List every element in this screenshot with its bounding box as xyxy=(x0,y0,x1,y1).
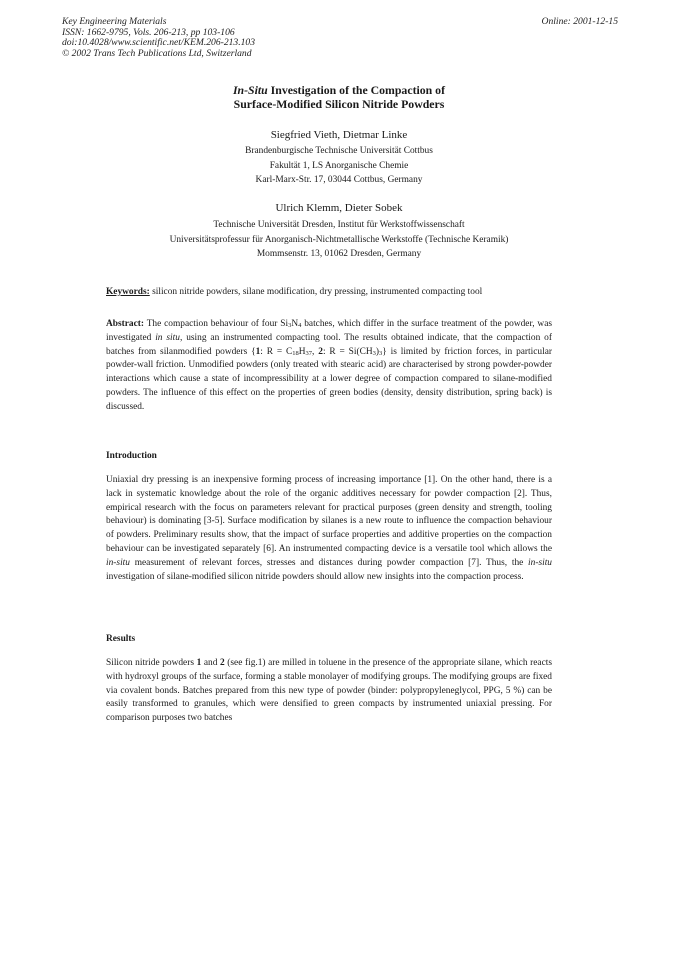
doi-line[interactable]: doi:10.4028/www.scientific.net/KEM.206-213.103 xyxy=(62,37,256,49)
body-text: (see fig.1) are milled in toluene in the presence of the appropriate silane, which reacts with hydroxyl groups of the surface, forming a stable monolayer of modifying groups. The modifying groups are fixed via covalent bonds. Batches prepared from this new type of powder (binder: polypropyleneglycol, PPG, 5 %) can be easily transformed to granules, which were densified to green compacts by instrumented uniaxial pressing. For comparison purposes two batches xyxy=(106,658,552,724)
abstract-text: batches, which differ in the surface treatment of the powder, was investigated xyxy=(106,319,553,343)
title-line-2: Surface-Modified Silicon Nitride Powders xyxy=(233,97,445,111)
issn-line: ISSN: 1662-9795, Vols. 206-213, pp 103-106 xyxy=(62,26,235,38)
title-line-1 xyxy=(0,83,678,97)
title-italic: In-Situ xyxy=(232,83,268,97)
affiliation-group-2 xyxy=(0,218,678,262)
subscript: 4 xyxy=(298,322,302,329)
section-heading-results: Results xyxy=(106,634,136,644)
page-header xyxy=(62,17,618,59)
italic-term: in-situ xyxy=(528,557,552,568)
compound-number: 1 xyxy=(196,658,202,668)
body-text: investigation of silane-modified silicon nitride powders should allow new insights into the compaction process. xyxy=(106,571,524,582)
abstract-text: , using an instrumented compacting tool. The results obtained indicate, that the compaction of batches from silanmodified powders { xyxy=(106,332,552,357)
subscript: 18 xyxy=(292,349,299,357)
body-text: Uniaxial dry pressing is an inexpensive forming process of increasing importance [1]. On the other hand, there is a lack in systematic knowledge about the role of the organic additives necessary for powder compaction [2]. Thus, empirical research with the focus on parameters relevant for practical purposes (green density and strength, tooling behaviour) is dominating [3-5]. Surface modification by silanes is a new route to influence the compaction behaviour of powders. Preliminary results show, that the impact of surface properties and additive properties on the compaction behaviour can be investigated separately [6]. An instrumented compacting device is a versatile tool which allows the xyxy=(106,475,552,554)
keywords xyxy=(106,287,482,297)
abstract-text: H xyxy=(298,346,306,357)
affiliation-line: Fakultät 1, LS Anorganische Chemie xyxy=(269,160,409,171)
abstract-text: : R = C xyxy=(260,346,293,357)
subscript: 3 xyxy=(379,349,383,357)
introduction-paragraph xyxy=(106,474,552,584)
compound-number: 1 xyxy=(255,346,261,357)
affiliation-line: Mommsenstr. 13, 01062 Dresden, Germany xyxy=(256,249,422,260)
abstract-text: , xyxy=(312,346,319,357)
italic-term: in-situ xyxy=(106,557,130,568)
online-date: Online: 2001-12-15 xyxy=(541,16,618,27)
journal-name: Key Engineering Materials xyxy=(62,16,167,27)
section-heading-introduction: Introduction xyxy=(106,451,157,461)
affiliation-group-1 xyxy=(0,144,678,188)
abstract-italic: in situ xyxy=(155,332,180,343)
affiliation-line: Technische Universität Dresden, Institut für Werkstoffwissenschaft xyxy=(213,220,465,230)
abstract-paragraph xyxy=(106,318,552,415)
authors-group-1: Siegfried Vieth, Dietmar Linke xyxy=(270,129,408,141)
affiliation-line: Karl-Marx-Str. 17, 03044 Cottbus, Germany xyxy=(255,175,423,186)
subscript: 3 xyxy=(372,349,376,357)
subscript: 37 xyxy=(305,349,313,357)
compound-number: 2 xyxy=(318,346,323,357)
abstract-text: N xyxy=(291,319,299,329)
abstract-label: Abstract: xyxy=(106,319,145,329)
keywords-label: Keywords: xyxy=(106,287,150,297)
copyright-line: © 2002 Trans Tech Publications Ltd, Switzerland xyxy=(62,47,252,59)
body-text: and xyxy=(201,658,220,668)
authors-group-2: Ulrich Klemm, Dieter Sobek xyxy=(275,202,403,214)
body-text: Silicon nitride powders xyxy=(106,658,197,668)
affiliation-line: Brandenburgische Technische Universität Cottbus xyxy=(245,146,433,156)
abstract-text: : R = Si(CH xyxy=(322,346,373,357)
body-text: measurement of relevant forces, stresses and distances during powder compaction [7]. Thus, the xyxy=(129,557,529,568)
keywords-text: silicon nitride powders, silane modification, dry pressing, instrumented compacting tool xyxy=(149,287,483,297)
paper-title xyxy=(0,83,678,111)
abstract-text: ) xyxy=(375,346,379,357)
compound-number: 2 xyxy=(220,658,225,668)
subscript: 3 xyxy=(288,322,292,329)
title-line-1-rest: Investigation of the Compaction of xyxy=(267,83,446,97)
abstract-text: The compaction behaviour of four Si xyxy=(144,319,289,329)
abstract-text: } is limited by friction forces, in particular powder-wall friction. Unmodified powders (only treated with stearic acid) are characterised by strong powder-powder interactions which cause a state of incompressibility at a lower degree of compaction compared to silane-modified powders. The influence of this effect on the properties of green bodies (density, density distribution, spring back) is discussed. xyxy=(106,346,552,412)
affiliation-line: Universitätsprofessur für Anorganisch-Nichtmetallische Werkstoffe (Technische Keramik) xyxy=(169,234,509,245)
results-paragraph xyxy=(106,657,552,726)
